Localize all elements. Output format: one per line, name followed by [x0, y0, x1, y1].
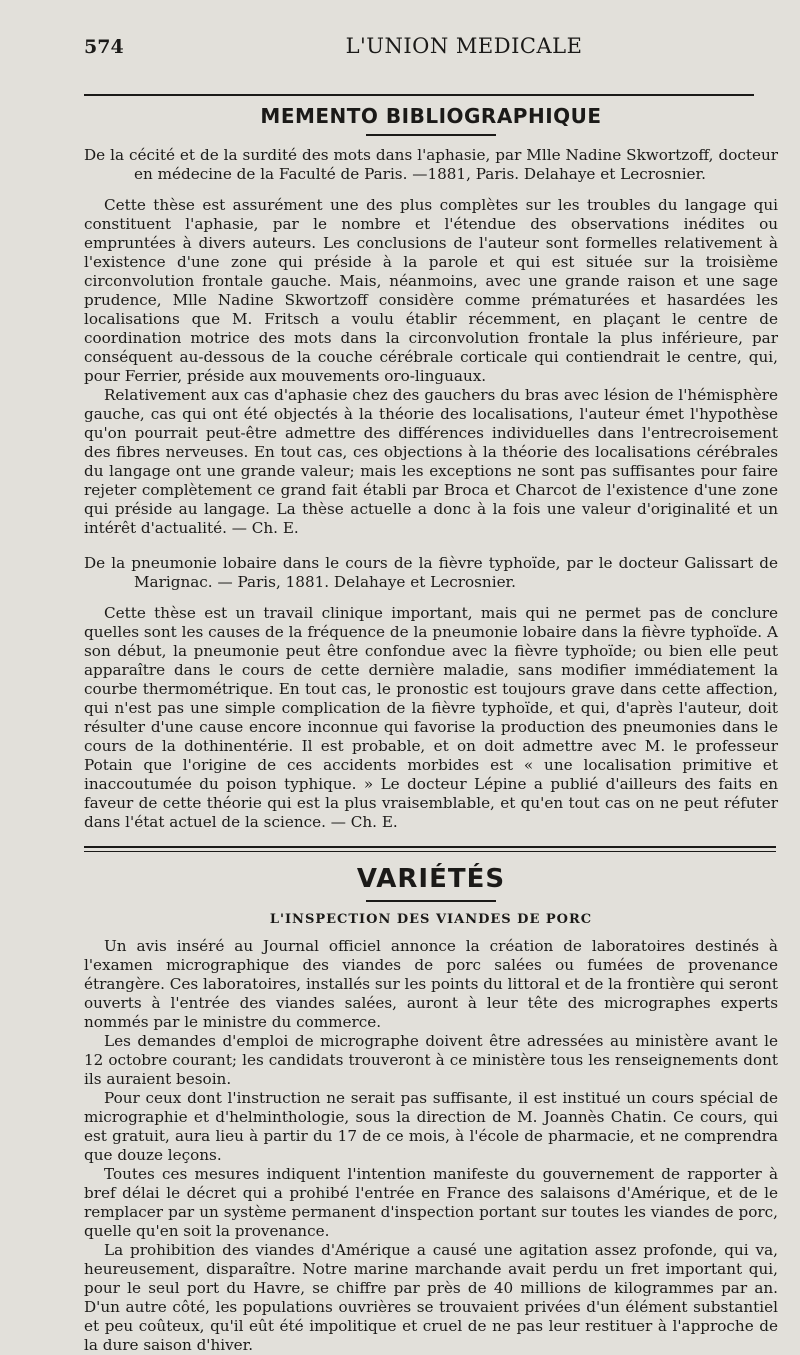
bibliographic-reference: De la pneumonie lobaire dans le cours de la fièvre typhoïde, par le docteur Galissart de Marignac. — Paris, 1881. Delahaye et Lecrosnier. [84, 554, 778, 591]
paragraph: Toutes ces mesures indiquent l'intention manifeste du gouvernement de rapporter à bref délai le décret qui a prohibé l'entrée en France des salaisons d'Amérique, et de le remplacer par un système permanent d'inspection portant sur toutes les viandes de porc, quelle qu'en soit la provenance. [84, 1165, 778, 1240]
section-divider [84, 846, 776, 852]
paragraph: La prohibition des viandes d'Amérique a causé une agitation assez profonde, qui va, heureusement, disparaître. Notre marine marchande avait perdu un fret important qui, pour le seul port du Havre, se chiffre par près de 40 millions de kilogrammes par an. D'un autre côté, les populations ouvrières se trouvaient privées d'un élément substantiel et peu coûteux, qu'il eût été impolitique et cruel de ne pas leur restituer à l'approche de la dure saison d'hiver. [84, 1241, 778, 1354]
paragraph: Cette thèse est assurément une des plus complètes sur les troubles du langage qui constituent l'aphasie, par le nombre et l'étendue des observations inédites ou empruntées à divers auteurs. Les conclusions de l'auteur sont formelles relativement à l'existence d'une zone qui préside à la parole et qui est située sur la troisième circonvolution frontale gauche. Mais, néanmoins, avec une grande raison et une sage prudence, Mlle Nadine Skwortzoff considère comme prématurées et hasardées les localisations que M. Fritsch a voulu établir récemment, en plaçant le centre de coordination motrice des mots dans la circonvolution frontale la plus inférieure, par conséquent au-dessous de la couche cérébrale corticale qui contiendrait le centre, qui, pour Ferrier, préside aux mouvements oro-linguaux. [84, 196, 778, 385]
article-title: L'INSPECTION DES VIANDES DE PORC [269, 912, 593, 927]
title-rule [366, 900, 496, 902]
paragraph: Cette thèse est un travail clinique important, mais qui ne permet pas de conclure quelles sont les causes de la fréquence de la pneumonie lobaire dans la fièvre typhoïde. A son début, la pneumonie peut être confondue avec la fièvre typhoïde; ou bien elle peut apparaître dans le cours de cette dernière maladie, sans modifier immédiatement la courbe thermométrique. En tout cas, le pronostic est toujours grave dans cette affection, qui n'est pas une simple complication de la fièvre typhoïde, et qui, d'après l'auteur, doit résulter d'une cause encore inconnue qui favorise la production des pneumonies dans le cours de la dothinentérie. Il est probable, et on doit admettre avec M. le professeur Potain que l'origine de ces accidents morbides est « une localisation primitive et inaccoutumée du poison typhique. » Le docteur Lépine a publié d'ailleurs des faits en faveur de cette théorie qui est la plus vraisemblable, et qu'en tout cas on ne peut réfuter dans l'état actuel de la science. — Ch. E. [84, 604, 778, 831]
section-title-memento: MEMENTO BIBLIOGRAPHIQUE [260, 104, 602, 128]
title-rule [366, 134, 496, 136]
page-number: 574 [84, 36, 124, 58]
paragraph: Un avis inséré au Journal officiel annonce la création de laboratoires destinés à l'examen micrographique des viandes de porc salées ou fumées de provenance étrangère. Ces laboratoires, installés sur les points du littoral et de la frontière qui seront ouverts à l'entrée des viandes salées, auront à leur tête des micrographes experts nommés par le ministre du commerce. [84, 937, 778, 1031]
bibliographic-reference: De la cécité et de la surdité des mots dans l'aphasie, par Mlle Nadine Skwortzoff, docteur en médecine de la Faculté de Paris. —1881, Paris. Delahaye et Lecrosnier. [84, 146, 778, 183]
paragraph: Relativement aux cas d'aphasie chez des gauchers du bras avec lésion de l'hémisphère gauche, cas qui ont été objectés à la théorie des localisations, l'auteur émet l'hypothèse qu'on pourrait peut-être admettre des différences individuelles dans l'entrecroisement des fibres nerveuses. En tout cas, ces objections à la théorie des localisations cérébrales du langage ont une grande valeur; mais les exceptions ne sont pas suffisantes pour faire rejeter complètement ce grand fait établi par Broca et Charcot de l'existence d'une zone qui préside au langage. La thèse actuelle a donc à la fois une valeur d'originalité et un intérêt d'actualité. — Ch. E. [84, 386, 778, 537]
section-title-varietes: VARIÉTÉS [356, 864, 506, 894]
header-rule [84, 94, 754, 96]
paragraph: Les demandes d'emploi de micrographe doivent être adressées au ministère avant le 12 octobre courant; les candidats trouveront à ce ministère tous les renseignements dont ils auraient besoin. [84, 1032, 778, 1088]
page-header [84, 26, 778, 66]
running-title: L'UNION MEDICALE [345, 34, 583, 58]
paragraph: Pour ceux dont l'instruction ne serait pas suffisante, il est institué un cours spécial de micrographie et d'helminthologie, sous la direction de M. Joannès Chatin. Ce cours, qui est gratuit, aura lieu à partir du 17 de ce mois, à l'école de pharmacie, et ne comprendra que douze leçons. [84, 1089, 778, 1164]
